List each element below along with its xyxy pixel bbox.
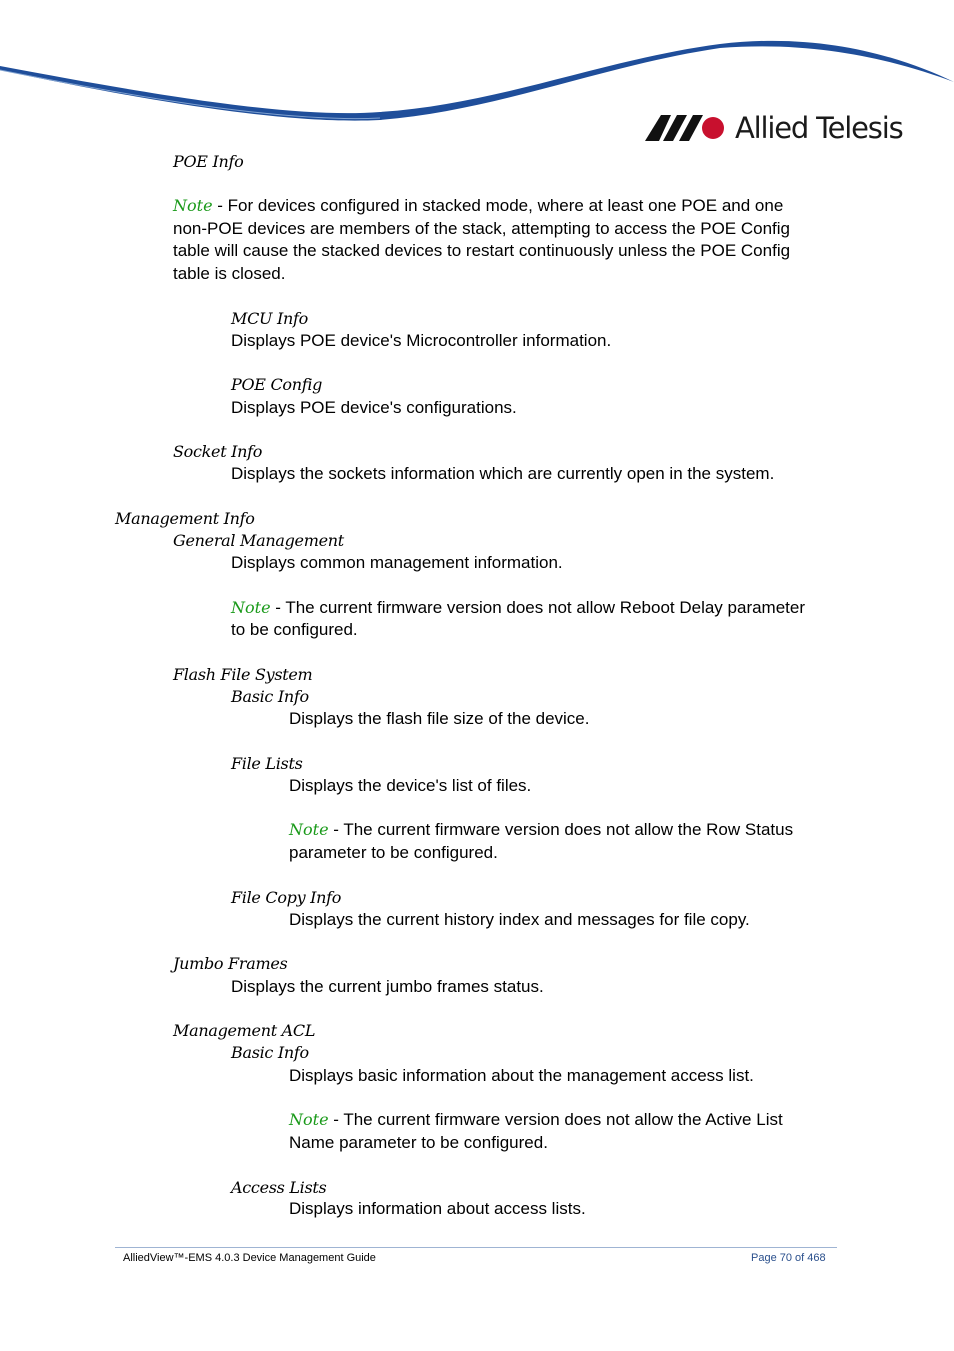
- acl-basic-info-heading: Basic Info: [231, 1043, 309, 1062]
- acl-basic-info-description: Displays basic information about the management access list.: [289, 1066, 754, 1085]
- footer-divider: [115, 1247, 837, 1248]
- note-text: - The current firmware version does not allow Reboot Delay parameter: [270, 598, 806, 617]
- file-lists-note-line-2: parameter to be configured.: [289, 843, 498, 862]
- note-text: - For devices configured in stacked mode, where at least one POE and one: [212, 196, 784, 215]
- jumbo-frames-heading: Jumbo Frames: [173, 954, 288, 973]
- access-lists-heading: Access Lists: [231, 1178, 327, 1197]
- management-acl-heading: Management ACL: [173, 1021, 316, 1040]
- poe-config-heading: POE Config: [231, 375, 323, 394]
- poe-info-note-line-1: [173, 195, 783, 218]
- note-text: - The current firmware version does not allow the Row Status: [328, 820, 794, 839]
- note-label: Note: [231, 598, 271, 617]
- access-lists-description: Displays information about access lists.: [289, 1199, 586, 1218]
- socket-info-description: Displays the sockets information which are currently open in the system.: [231, 464, 775, 483]
- jumbo-frames-description: Displays the current jumbo frames status.: [231, 977, 544, 996]
- note-text: - The current firmware version does not allow the Active List: [328, 1110, 783, 1129]
- general-management-description: Displays common management information.: [231, 553, 563, 572]
- file-lists-description: Displays the device's list of files.: [289, 776, 532, 795]
- poe-info-note-line-4: table is closed.: [173, 264, 286, 283]
- general-management-note-line-1: [231, 597, 805, 620]
- note-label: Note: [173, 196, 213, 215]
- poe-info-note-line-2: non-POE devices are members of the stack, attempting to access the POE Config: [173, 219, 791, 238]
- allied-telesis-logo-mark-icon: [645, 115, 727, 141]
- file-copy-info-heading: File Copy Info: [231, 888, 342, 907]
- allied-telesis-logo: [645, 108, 902, 148]
- acl-note-line-1: [289, 1109, 783, 1132]
- file-lists-heading: File Lists: [231, 754, 303, 773]
- file-lists-note-line-1: [289, 819, 793, 842]
- general-management-heading: General Management: [173, 531, 344, 550]
- allied-telesis-logo-text: Allied Telesis: [735, 111, 903, 145]
- flash-basic-info-description: Displays the flash file size of the device.: [289, 709, 590, 728]
- note-label: Note: [289, 820, 329, 839]
- flash-file-system-heading: Flash File System: [173, 665, 313, 684]
- note-label: Note: [289, 1110, 329, 1129]
- poe-info-heading: POE Info: [173, 152, 244, 171]
- acl-note-line-2: Name parameter to be configured.: [289, 1133, 548, 1152]
- footer-page-number: Page 70 of 468: [751, 1252, 826, 1264]
- poe-info-note-line-3: table will cause the stacked devices to restart continuously unless the POE Config: [173, 241, 791, 260]
- mcu-info-heading: MCU Info: [231, 309, 308, 328]
- socket-info-heading: Socket Info: [173, 442, 263, 461]
- poe-config-description: Displays POE device's configurations.: [231, 398, 517, 417]
- footer-document-title: AlliedView™-EMS 4.0.3 Device Management Guide: [123, 1252, 376, 1264]
- management-info-heading: Management Info: [115, 509, 255, 528]
- file-copy-info-description: Displays the current history index and messages for file copy.: [289, 910, 750, 929]
- general-management-note-line-2: to be configured.: [231, 620, 358, 639]
- mcu-info-description: Displays POE device's Microcontroller information.: [231, 331, 612, 350]
- flash-basic-info-heading: Basic Info: [231, 687, 309, 706]
